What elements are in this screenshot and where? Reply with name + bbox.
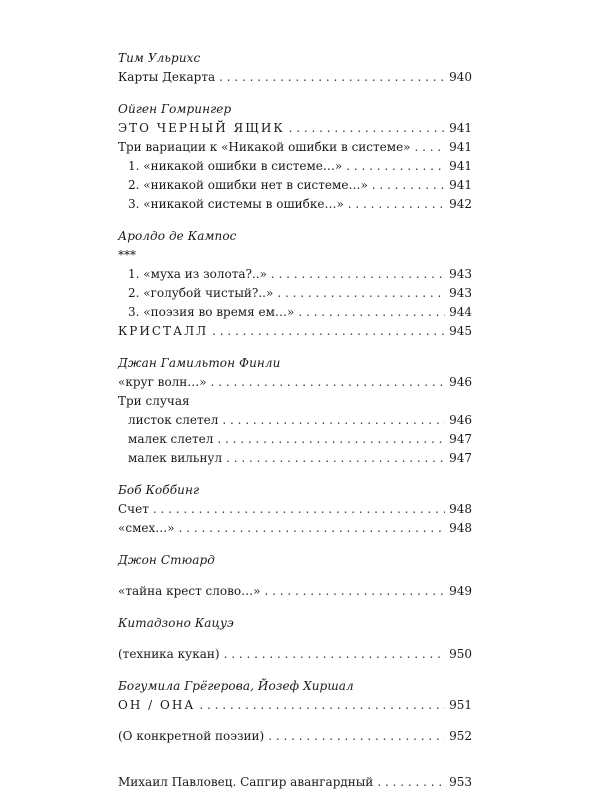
toc-entry [118, 373, 472, 392]
entry-title: Счет [118, 502, 149, 516]
group-heading: Три случая [118, 394, 190, 408]
author-name: Богумила Грёгерова, Йозеф Хиршал [118, 679, 354, 693]
page-number: 941 [449, 159, 472, 173]
asterism-heading: *** [118, 248, 136, 262]
entry-title: 1. «муха из золота?..» [128, 267, 267, 281]
entry-title: КРИСТАЛЛ [118, 324, 209, 338]
dot-leader [268, 727, 445, 746]
dot-leader [199, 696, 445, 715]
dot-leader [348, 195, 445, 214]
page-number: 942 [449, 197, 472, 211]
toc-entry [118, 696, 472, 715]
dot-leader [298, 303, 445, 322]
dot-leader [289, 119, 445, 138]
spacer [118, 601, 472, 614]
toc-entry [118, 411, 472, 430]
toc-entry [118, 519, 472, 538]
toc-entry [118, 157, 472, 176]
toc-entry [118, 119, 472, 138]
spacer [118, 538, 472, 551]
page-number: 947 [449, 451, 472, 465]
dot-leader [264, 582, 445, 601]
toc-entry [118, 322, 472, 341]
dot-leader [211, 373, 445, 392]
toc-entry [118, 430, 472, 449]
spacer [118, 570, 472, 582]
toc-entry [118, 449, 472, 468]
author-name: Джан Гамильтон Финли [118, 356, 281, 370]
toc-entry [118, 582, 472, 601]
page-number: 950 [449, 647, 472, 661]
toc-entry [118, 500, 472, 519]
toc-entry [118, 68, 472, 87]
toc-entry [118, 195, 472, 214]
entry-title: «смех…» [118, 521, 175, 535]
page-number: 948 [449, 521, 472, 535]
dot-leader [222, 411, 445, 430]
page-number: 944 [449, 305, 472, 319]
toc-entry [118, 284, 472, 303]
toc-entry [118, 645, 472, 664]
entry-title: 3. «поэзия во время ем…» [128, 305, 295, 319]
entry-title: Карты Декарта [118, 70, 216, 84]
dot-leader [224, 645, 446, 664]
spacer [118, 87, 472, 100]
entry-title: «тайна крест слово…» [118, 584, 261, 598]
page-number: 941 [449, 140, 472, 154]
author-name: Боб Коббинг [118, 483, 200, 497]
entry-title: ОН / ОНА [118, 698, 196, 712]
table-of-contents [118, 49, 472, 792]
entry-title: (О конкретной поэзии) [118, 729, 265, 743]
spacer [118, 341, 472, 354]
dot-leader [153, 500, 445, 519]
page-number: 946 [449, 375, 472, 389]
spacer [118, 214, 472, 227]
author-name: Тим Ульрихс [118, 51, 201, 65]
dot-leader [217, 430, 445, 449]
page-number: 948 [449, 502, 472, 516]
page-number: 952 [449, 729, 472, 743]
spacer [118, 664, 472, 677]
dot-leader [219, 68, 445, 87]
spacer [118, 715, 472, 727]
page-number: 943 [449, 267, 472, 281]
dot-leader [212, 322, 445, 341]
toc-entry [118, 176, 472, 195]
entry-title: листок слетел [128, 413, 219, 427]
author-name: Джон Стюард [118, 553, 216, 567]
dot-leader [372, 176, 445, 195]
entry-title: «круг волн…» [118, 375, 207, 389]
page-number: 941 [449, 121, 472, 135]
dot-leader [277, 284, 445, 303]
dot-leader [377, 773, 445, 792]
dot-leader [271, 265, 445, 284]
dot-leader [415, 138, 446, 157]
page-number: 951 [449, 698, 472, 712]
toc-entry [118, 265, 472, 284]
page-number: 949 [449, 584, 472, 598]
dot-leader [179, 519, 445, 538]
entry-title: Михаил Павловец. Сапгир авангардный [118, 775, 374, 789]
dot-leader [226, 449, 445, 468]
toc-entry [118, 138, 472, 157]
toc-entry-afterword [118, 773, 472, 792]
spacer [118, 468, 472, 481]
page-number: 947 [449, 432, 472, 446]
page-number: 940 [449, 70, 472, 84]
entry-title: 1. «никакой ошибки в системе…» [128, 159, 343, 173]
entry-title: 2. «голубой чистый?..» [128, 286, 274, 300]
toc-entry [118, 303, 472, 322]
entry-title: малек вильнул [128, 451, 223, 465]
spacer [118, 633, 472, 645]
page-number: 953 [449, 775, 472, 789]
page-number: 943 [449, 286, 472, 300]
entry-title: (техника кукан) [118, 647, 220, 661]
toc-entry [118, 727, 472, 746]
entry-title: 2. «никакой ошибки нет в системе…» [128, 178, 368, 192]
entry-title: 3. «никакой системы в ошибке…» [128, 197, 344, 211]
entry-title: малек слетел [128, 432, 214, 446]
author-name: Аролдо де Кампос [118, 229, 237, 243]
author-name: Ойген Гомрингер [118, 102, 232, 116]
author-name: Китадзоно Кацуэ [118, 616, 234, 630]
entry-title: ЭТО ЧЕРНЫЙ ЯЩИК [118, 121, 285, 135]
entry-title: Три вариации к «Никакой ошибки в системе» [118, 140, 411, 154]
dot-leader [346, 157, 445, 176]
page-number: 945 [449, 324, 472, 338]
page-number: 941 [449, 178, 472, 192]
spacer [118, 746, 472, 773]
page-number: 946 [449, 413, 472, 427]
